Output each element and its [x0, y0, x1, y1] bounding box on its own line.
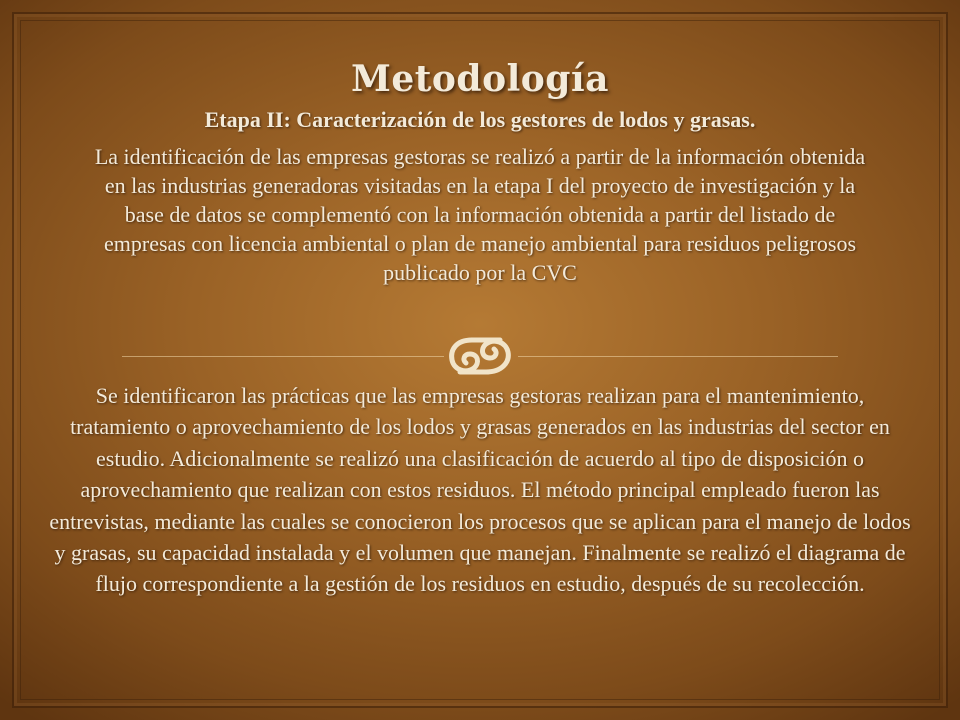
divider-right — [518, 356, 838, 357]
divider-left — [122, 356, 444, 357]
paragraph-identification: La identificación de las empresas gestoras se realizó a partir de la información obtenida en las industrias generadoras visitadas en la etapa I del proyecto de investigación y la base de datos se complementó con la información obtenida a partir del listado de empresas con licencia ambiental o plan de manejo ambiental para residuos peligrosos publicado por la CVC — [94, 144, 866, 285]
slide-subtitle: Etapa II: Caracterización de los gestores de lodos y grasas. — [204, 107, 756, 132]
scroll-ornament-icon — [442, 332, 518, 380]
slide-title: Metodología — [351, 58, 609, 100]
paragraph-practices: Se identificaron las prácticas que las empresas gestoras realizan para el mantenimiento, tratamiento o aprovechamiento de los lodos y grasas generados en las industrias del sector en estudio. Adicionalmente se realizó una clasificación de acuerdo al tipo de disposición o aprovechamiento que realizan con estos residuos. El método principal empleado fueron las entrevistas, mediante las cuales se conocieron los procesos que se aplican para el manejo de lodos y grasas, su capacidad instalada y el volumen que manejan. Finalmente se realizó el diagrama de flujo correspondiente a la gestión de los residuos en estudio, después de su recolección. — [49, 383, 911, 597]
